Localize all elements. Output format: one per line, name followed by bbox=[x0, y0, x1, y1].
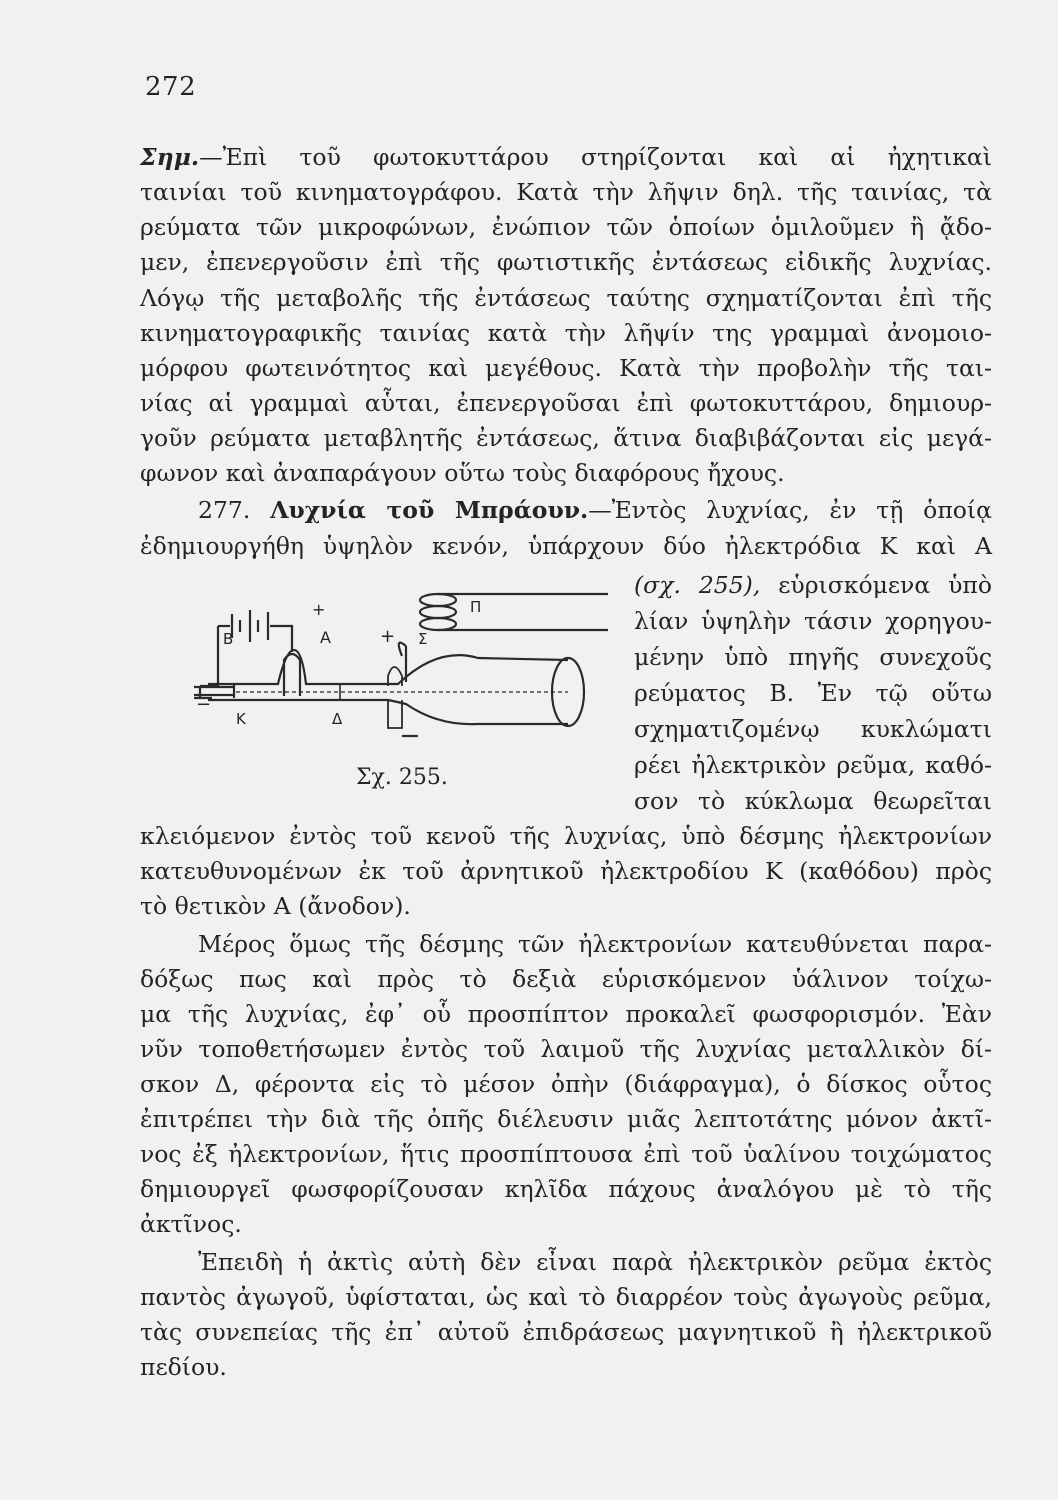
note-line-6: κινηματογραφικῆς ταινίας κατὰ τὴν λῆψίν της γραμμαὶ ἀνομοιο- bbox=[140, 319, 992, 347]
note-line-2: ταινίαι τοῦ κινηματογράφου. Κατὰ τὴν λῆψιν δηλ. τῆς ταινίας, τὰ bbox=[140, 178, 992, 206]
label-d: Δ bbox=[332, 710, 343, 728]
section-heading-line bbox=[140, 493, 992, 528]
label-k: K bbox=[236, 710, 246, 728]
p2-line-4: νῦν τοποθετήσωμεν ἐντὸς τοῦ λαιμοῦ τῆς λυχνίας μεταλλικὸν δί- bbox=[140, 1035, 992, 1063]
p2-line-3: μα τῆς λυχνίας, ἐφ᾽ οὗ προσπίπτον προκαλεῖ φωσφορισμόν. Ἐὰν bbox=[140, 1000, 992, 1028]
wrap-line-2: λίαν ὑψηλὴν τάσιν χορηγου- bbox=[634, 607, 992, 635]
p3-line-3: τὰς συνεπείας τῆς ἐπ᾽ αὐτοῦ ἐπιδράσεως μαγνητικοῦ ἢ ἠλεκτρικοῦ bbox=[140, 1318, 992, 1346]
note-line-1: Σημ.—Ἐπὶ τοῦ φωτοκυττάρου στηρίζονται καὶ αἱ ἠχητικαὶ bbox=[140, 143, 992, 171]
label-plus-top: + bbox=[312, 600, 326, 619]
label-plus-anode: + bbox=[380, 626, 396, 647]
after-line-1: κλειόμενον ἐντὸς τοῦ κενοῦ τῆς λυχνίας, ὑπὸ δέσμης ἠλεκτρονίων bbox=[140, 822, 992, 850]
wrap-line-5: σχηματιζομένῳ κυκλώματι bbox=[634, 715, 992, 743]
p2-line-8: δημιουργεῖ φωσφορίζουσαν κηλῖδα πάχους ἀναλόγου μὲ τὸ τῆς bbox=[140, 1175, 992, 1203]
note-line-5: Λόγῳ τῆς μεταβολῆς τῆς ἐντάσεως ταύτης σχηματίζονται ἐπὶ τῆς bbox=[140, 284, 992, 312]
after-line-3: τὸ θετικὸν Α (ἄνοδον). bbox=[140, 892, 411, 920]
wrap-line-4: ρεύματος Β. Ἐν τῷ οὕτω bbox=[634, 679, 992, 707]
note-line-3: ρεύματα τῶν μικροφώνων, ἐνώπιον τῶν ὁποίων ὁμιλοῦμεν ἢ ᾄδο- bbox=[140, 213, 992, 241]
page-number: 272 bbox=[145, 72, 197, 102]
note-line-9: γοῦν ρεύματα μεταβλητῆς ἐντάσεως, ἅτινα διαβιβάζονται εἰς μεγά- bbox=[140, 424, 992, 452]
label-p: Π bbox=[470, 598, 482, 616]
note-line-8: νίας αἱ γραμμαὶ αὗται, ἐπενεργοῦσαι ἐπὶ φωτοκυττάρου, δημιουρ- bbox=[140, 389, 992, 417]
section-line-2: ἐδημιουργήθη ὑψηλὸν κενόν, ὑπάρχουν δύο ἠλεκτρόδια Κ καὶ Α bbox=[140, 532, 992, 560]
p2-line-9: ἀκτῖνος. bbox=[140, 1210, 242, 1238]
note-line-10: φωνον καὶ ἀναπαράγουν οὕτω τοὺς διαφόρους ἤχους. bbox=[140, 459, 785, 487]
note-line-7: μόρφου φωτεινότητος καὶ μεγέθους. Κατὰ τὴν προβολὴν τῆς ται- bbox=[140, 354, 992, 382]
p2-line-5: σκον Δ, φέροντα εἰς τὸ μέσον ὀπὴν (διάφραγμα), ὁ δίσκος οὗτος bbox=[140, 1070, 992, 1098]
label-a: A bbox=[320, 628, 331, 647]
section-number: 277. bbox=[198, 496, 251, 524]
label-minus: − bbox=[196, 694, 212, 715]
anode-a bbox=[284, 654, 300, 696]
section-title: Λυχνία τοῦ Μπράουν. bbox=[270, 496, 589, 524]
p2-line-2: δόξως πως καὶ πρὸς τὸ δεξιὰ εὑρισκόμενον ὑάλινον τοίχω- bbox=[140, 965, 992, 993]
section-first-line-rest: —Ἐντὸς λυχνίας, ἐν τῇ ὁποίᾳ bbox=[588, 496, 992, 524]
figure-caption: Σχ. 255. bbox=[356, 765, 448, 790]
p3-line-2: παντὸς ἀγωγοῦ, ὑφίσταται, ὡς καὶ τὸ διαρρέον τοὺς ἀγωγοὺς ρεῦμα, bbox=[140, 1283, 992, 1311]
coil-p bbox=[420, 594, 608, 630]
label-b: B bbox=[223, 630, 234, 648]
p2-line-1: Μέρος ὅμως τῆς δέσμης τῶν ἠλεκτρονίων κατευθύνεται παρα- bbox=[198, 930, 992, 958]
note-label: Σημ. bbox=[140, 143, 200, 171]
p2-line-6: ἐπιτρέπει τὴν διὰ τῆς ὀπῆς διέλευσιν μιᾶς λεπτοτάτης μόνον ἀκτῖ- bbox=[140, 1105, 992, 1133]
p2-line-7: νος ἐξ ἠλεκτρονίων, ἥτις προσπίπτουσα ἐπὶ τοῦ ὑαλίνου τοιχώματος bbox=[140, 1140, 992, 1168]
wrap-line-7: σον τὸ κύκλωμα θεωρεῖται bbox=[634, 787, 992, 815]
label-s: Σ bbox=[418, 630, 428, 648]
p3-line-4: πεδίου. bbox=[140, 1353, 227, 1381]
wrap-line-3: μένην ὑπὸ πηγῆς συνεχοῦς bbox=[634, 643, 992, 671]
p3-line-1: Ἐπειδὴ ἡ ἀκτὶς αὐτὴ δὲν εἶναι παρὰ ἠλεκτρικὸν ρεῦμα ἐκτὸς bbox=[198, 1248, 992, 1276]
wrap-line-1: (σχ. 255), εὑρισκόμενα ὑπὸ bbox=[634, 571, 992, 599]
wrap-line-6: ρέει ἠλεκτρικὸν ρεῦμα, καθό- bbox=[634, 751, 992, 779]
tube-body bbox=[208, 650, 584, 728]
after-line-2: κατευθυνομένων ἐκ τοῦ ἀρνητικοῦ ἠλεκτροδίου Κ (καθόδου) πρὸς bbox=[140, 857, 992, 885]
note-line-4: μεν, ἐπενεργοῦσιν ἐπὶ τῆς φωτιστικῆς ἐντάσεως εἰδικῆς λυχνίας. bbox=[140, 248, 992, 276]
